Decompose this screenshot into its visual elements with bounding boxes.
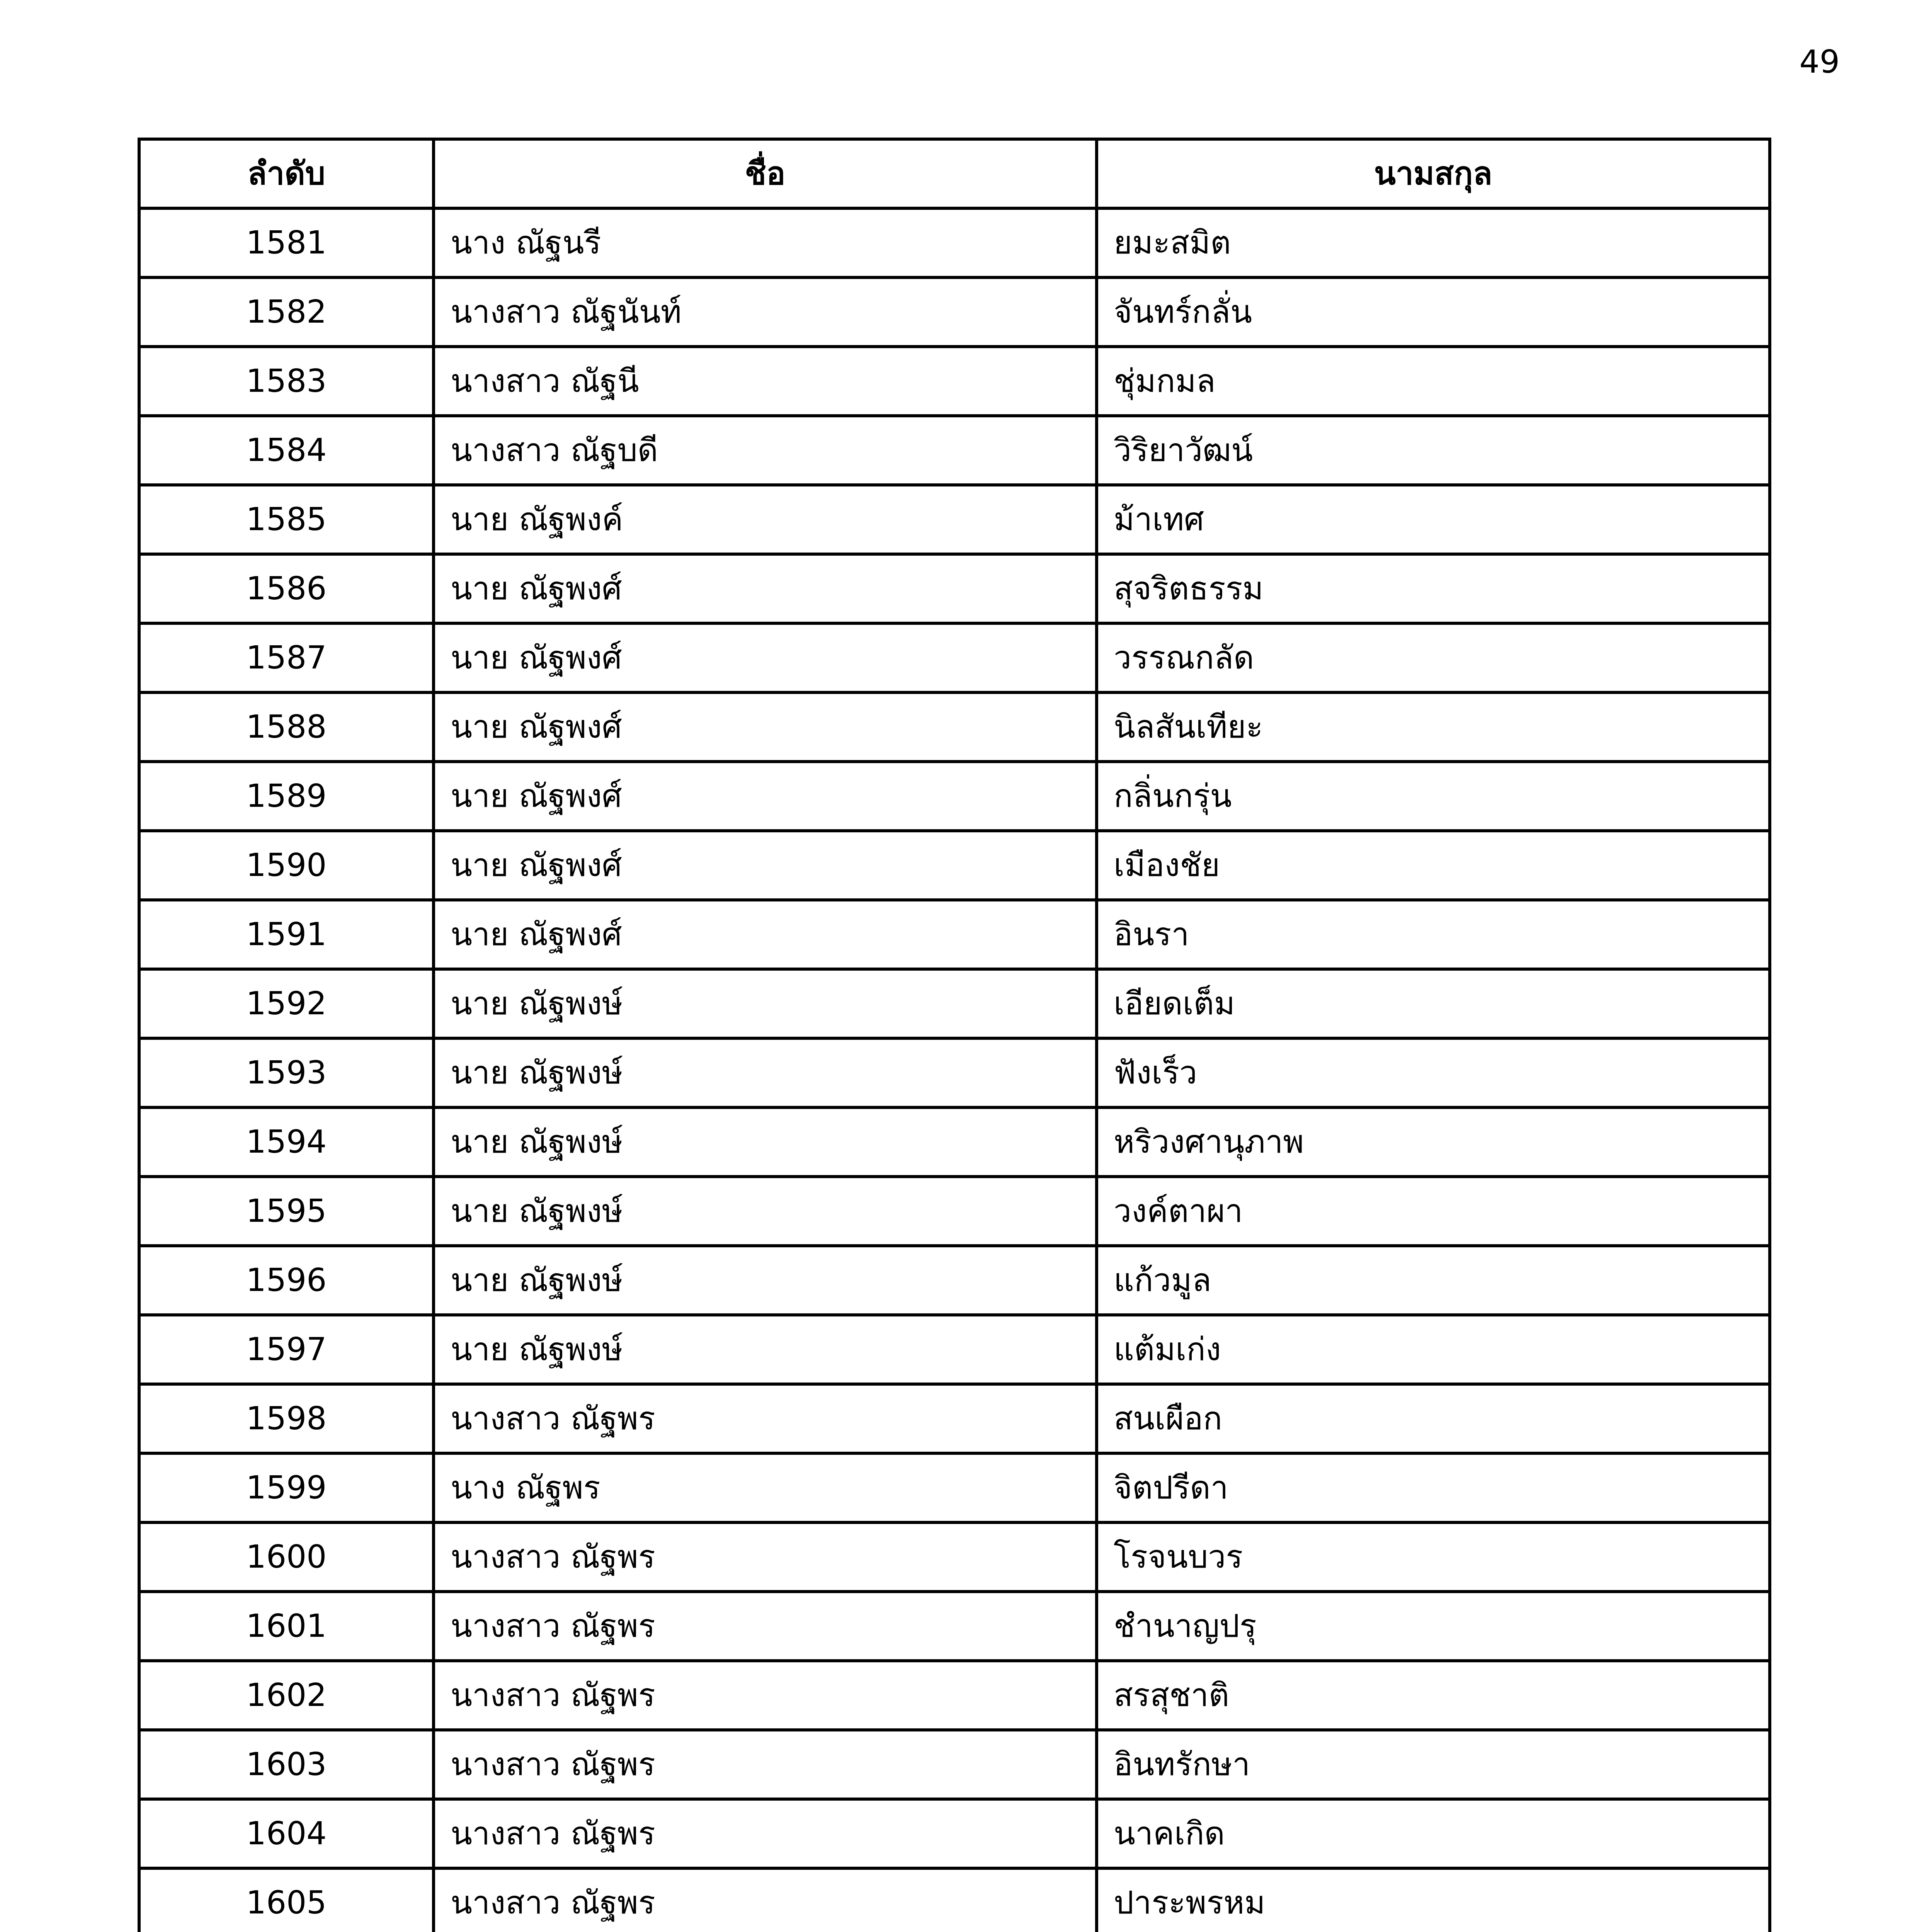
cell-first-name: นาง ณัฐนรี <box>434 208 1097 277</box>
cell-last-name: เอียดเต็ม <box>1097 969 1770 1038</box>
header-seq: ลำดับ <box>139 139 434 208</box>
table-row <box>139 347 1770 416</box>
cell-first-name: นางสาว ณัฐพร <box>434 1799 1097 1868</box>
cell-first-name: นาย ณัฐพงศ์ <box>434 762 1097 831</box>
cell-seq: 1584 <box>139 416 434 485</box>
header-row <box>139 139 1770 208</box>
cell-last-name: กลิ่นกรุ่น <box>1097 762 1770 831</box>
table-row <box>139 762 1770 831</box>
table-row <box>139 1522 1770 1592</box>
cell-seq: 1595 <box>139 1177 434 1246</box>
cell-seq: 1589 <box>139 762 434 831</box>
cell-first-name: นางสาว ณัฐพร <box>434 1730 1097 1799</box>
cell-first-name: นาย ณัฐพงษ์ <box>434 1038 1097 1107</box>
cell-seq: 1600 <box>139 1522 434 1592</box>
table-row <box>139 1315 1770 1384</box>
cell-last-name: ปาระพรหม <box>1097 1868 1770 1932</box>
cell-seq: 1594 <box>139 1107 434 1177</box>
cell-last-name: อินรา <box>1097 900 1770 969</box>
cell-first-name: นางสาว ณัฐนันท์ <box>434 277 1097 347</box>
cell-last-name: วรรณกลัด <box>1097 623 1770 692</box>
cell-last-name: ยมะสมิต <box>1097 208 1770 277</box>
table-row <box>139 623 1770 692</box>
cell-first-name: นาย ณัฐพงษ์ <box>434 969 1097 1038</box>
table-row <box>139 831 1770 900</box>
cell-first-name: นาย ณัฐพงศ์ <box>434 831 1097 900</box>
cell-first-name: นาง ณัฐพร <box>434 1453 1097 1522</box>
cell-seq: 1596 <box>139 1246 434 1315</box>
cell-first-name: นาย ณัฐพงษ์ <box>434 1177 1097 1246</box>
cell-last-name: อินทรักษา <box>1097 1730 1770 1799</box>
cell-seq: 1593 <box>139 1038 434 1107</box>
table-row <box>139 1177 1770 1246</box>
table-row <box>139 208 1770 277</box>
table-row <box>139 1799 1770 1868</box>
cell-seq: 1592 <box>139 969 434 1038</box>
table-row <box>139 900 1770 969</box>
cell-seq: 1603 <box>139 1730 434 1799</box>
cell-last-name: จิตปรีดา <box>1097 1453 1770 1522</box>
cell-first-name: นาย ณัฐพงศ์ <box>434 554 1097 623</box>
table-row <box>139 416 1770 485</box>
cell-first-name: นาย ณัฐพงศ์ <box>434 692 1097 762</box>
table-row <box>139 1730 1770 1799</box>
table-row <box>139 1246 1770 1315</box>
cell-seq: 1602 <box>139 1661 434 1730</box>
cell-seq: 1586 <box>139 554 434 623</box>
cell-last-name: สรสุชาติ <box>1097 1661 1770 1730</box>
cell-last-name: แก้วมูล <box>1097 1246 1770 1315</box>
cell-last-name: ชุ่มกมล <box>1097 347 1770 416</box>
cell-seq: 1582 <box>139 277 434 347</box>
cell-last-name: นาคเกิด <box>1097 1799 1770 1868</box>
table-row <box>139 1038 1770 1107</box>
table-row <box>139 1592 1770 1661</box>
cell-last-name: วิริยาวัฒน์ <box>1097 416 1770 485</box>
cell-last-name: ม้าเทศ <box>1097 485 1770 554</box>
cell-first-name: นางสาว ณัฐพร <box>434 1522 1097 1592</box>
cell-last-name: สุจริตธรรม <box>1097 554 1770 623</box>
cell-first-name: นางสาว ณัฐพร <box>434 1592 1097 1661</box>
table-row <box>139 1661 1770 1730</box>
table-row <box>139 1868 1770 1932</box>
cell-seq: 1604 <box>139 1799 434 1868</box>
cell-first-name: นาย ณัฐพงค์ <box>434 485 1097 554</box>
cell-last-name: จันทร์กลั่น <box>1097 277 1770 347</box>
cell-first-name: นางสาว ณัฐนี <box>434 347 1097 416</box>
cell-seq: 1590 <box>139 831 434 900</box>
cell-first-name: นาย ณัฐพงษ์ <box>434 1107 1097 1177</box>
cell-last-name: เมืองชัย <box>1097 831 1770 900</box>
name-list-table <box>138 138 1771 1932</box>
cell-last-name: ฟังเร็ว <box>1097 1038 1770 1107</box>
cell-last-name: แต้มเก่ง <box>1097 1315 1770 1384</box>
table-body <box>139 208 1770 1932</box>
cell-last-name: โรจนบวร <box>1097 1522 1770 1592</box>
cell-seq: 1601 <box>139 1592 434 1661</box>
cell-last-name: วงค์ตาผา <box>1097 1177 1770 1246</box>
cell-first-name: นาย ณัฐพงศ์ <box>434 900 1097 969</box>
header-last-name: นามสกุล <box>1097 139 1770 208</box>
table-row <box>139 1107 1770 1177</box>
cell-last-name: หริวงศานุภาพ <box>1097 1107 1770 1177</box>
table-row <box>139 277 1770 347</box>
cell-seq: 1605 <box>139 1868 434 1932</box>
cell-first-name: นาย ณัฐพงษ์ <box>434 1315 1097 1384</box>
cell-first-name: นาย ณัฐพงศ์ <box>434 623 1097 692</box>
cell-first-name: นางสาว ณัฐพร <box>434 1868 1097 1932</box>
table-row <box>139 1384 1770 1453</box>
cell-first-name: นางสาว ณัฐพร <box>434 1661 1097 1730</box>
cell-seq: 1585 <box>139 485 434 554</box>
cell-seq: 1587 <box>139 623 434 692</box>
cell-last-name: ชำนาญปรุ <box>1097 1592 1770 1661</box>
cell-first-name: นาย ณัฐพงษ์ <box>434 1246 1097 1315</box>
cell-first-name: นางสาว ณัฐบดี <box>434 416 1097 485</box>
cell-first-name: นางสาว ณัฐพร <box>434 1384 1097 1453</box>
cell-seq: 1588 <box>139 692 434 762</box>
cell-seq: 1581 <box>139 208 434 277</box>
cell-last-name: นิลสันเทียะ <box>1097 692 1770 762</box>
cell-seq: 1597 <box>139 1315 434 1384</box>
table-row <box>139 692 1770 762</box>
page-number: 49 <box>1799 44 1840 80</box>
cell-last-name: สนเผือก <box>1097 1384 1770 1453</box>
table-row <box>139 485 1770 554</box>
cell-seq: 1599 <box>139 1453 434 1522</box>
header-first-name: ชื่อ <box>434 139 1097 208</box>
cell-seq: 1591 <box>139 900 434 969</box>
table-header <box>139 139 1770 208</box>
table-row <box>139 1453 1770 1522</box>
table-row <box>139 969 1770 1038</box>
cell-seq: 1598 <box>139 1384 434 1453</box>
table-row <box>139 554 1770 623</box>
cell-seq: 1583 <box>139 347 434 416</box>
